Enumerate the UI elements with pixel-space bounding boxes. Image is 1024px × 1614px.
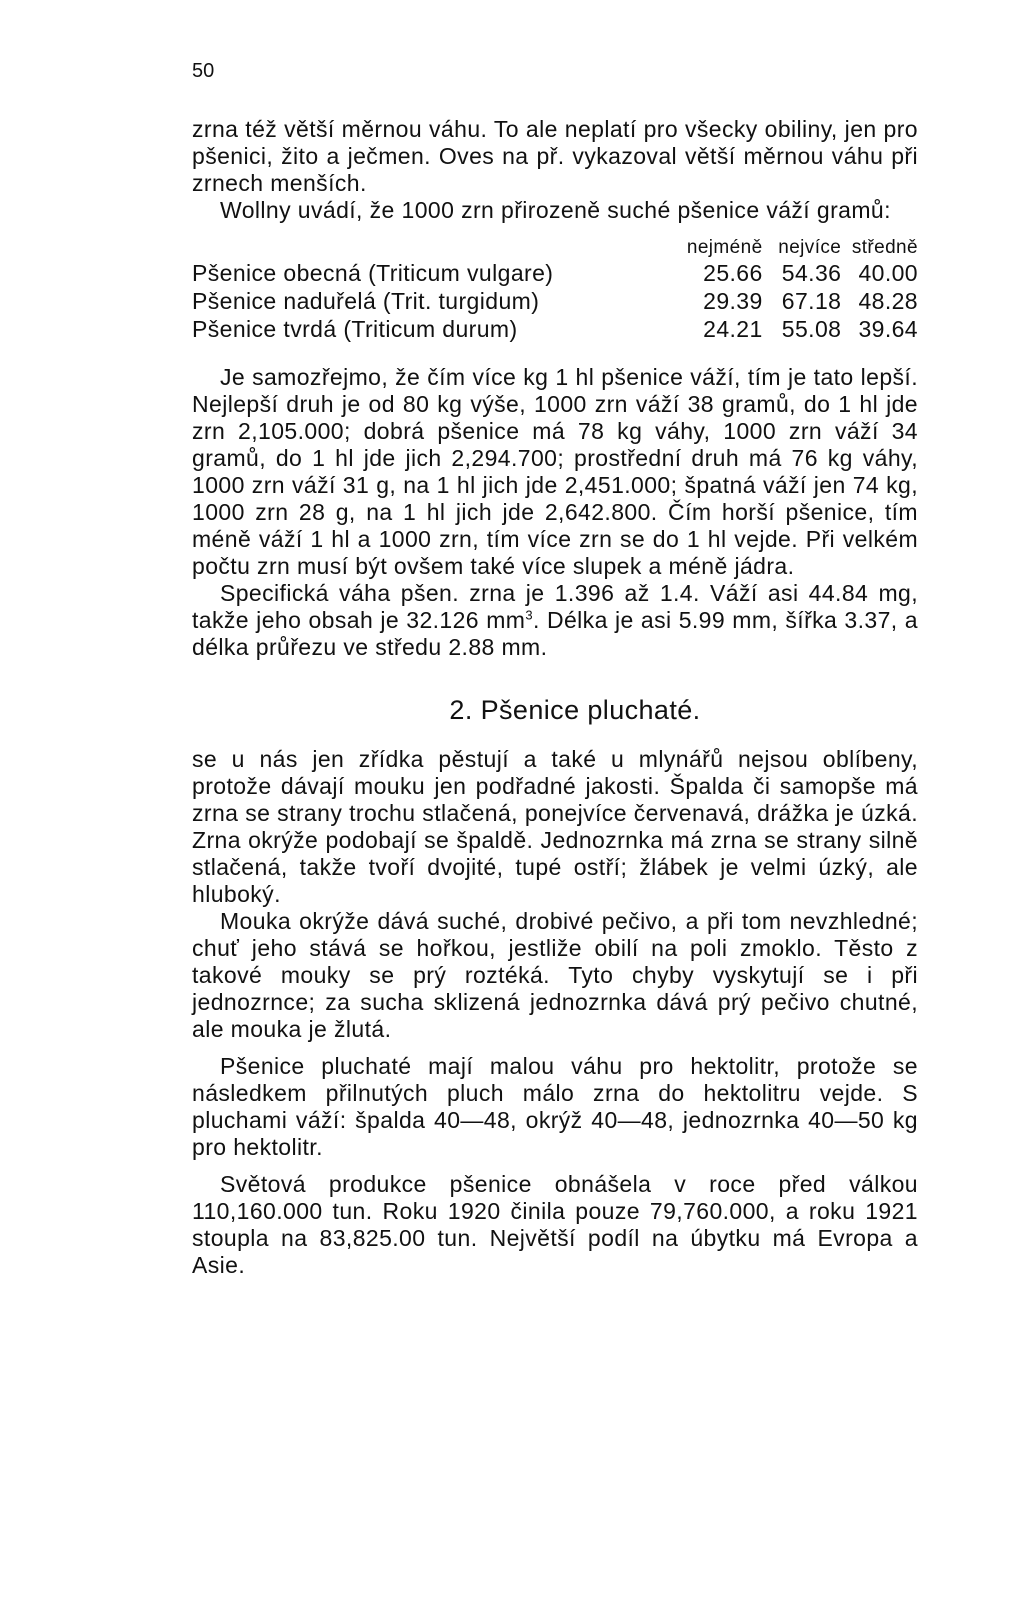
row-label: Pšenice obecná (Triticum vulgare) xyxy=(192,260,554,286)
row-max: 55.08 xyxy=(781,316,842,342)
specific-weight-text: Specifická váha pšen. zrna je 1.396 až 1.4. Váží asi 44.84 mg, takže jeho obsah je 32.126 mm xyxy=(192,580,918,633)
quality-paragraph: Je samozřejmo, že čím více kg 1 hl pšenice váží, tím je tato lepší. Nejlepší druh je od 80 kg výše, 1000 zrn váží 38 gramů, do 1 hl jde zrn 2,105.000; dobrá pšenice má 78 kg váhy, 1000 zrn váží 34 gramů, do 1 hl jde jich 2,294.700; prostřední druh má 76 kg váhy, 1000 zrn váží 31 g, na 1 hl jich jde 2,451.000; špatná váží jen 74 kg, 1000 zrn 28 g, na 1 hl jich jde 2,642.800. Čím horší pšenice, tím méně váží 1 hl a 1000 zrn, tím více zrn se do 1 hl vejde. Při velkém počtu zrn musí být ovšem také více slupek a méně jádra. xyxy=(192,364,918,579)
cubic-superscript: 3 xyxy=(525,607,533,623)
mouka-paragraph: Mouka okrýže dává suché, drobivé pečivo, a při tom nevzhledné; chuť jeho stává se hořkou, jestliže obilí na poli zmoklo. Těsto z takové mouky se prý roztéká. Tyto chyby vyskytují se i při jednozrnce; za sucha sklizená jednozrnka dává prý pečivo chutné, ale mouka je žlutá. xyxy=(192,908,918,1042)
specific-weight-text-end: . Délka je asi 5.99 mm, šířka 3.37, a délka průřezu ve středu 2.88 mm. xyxy=(192,607,918,660)
intro-paragraph: zrna též větší měrnou váhu. To ale neplatí pro všecky obiliny, jen pro pšenici, žito a ječmen. Oves na př. vykazoval větší měrnou váhu při zrnech menších. xyxy=(192,116,918,196)
row-avg: 40.00 xyxy=(858,260,918,286)
grain-weight-table xyxy=(192,234,918,344)
table-row xyxy=(192,260,918,288)
header-avg: středně xyxy=(851,237,918,258)
table-header-row xyxy=(192,234,918,260)
production-paragraph: Světová produkce pšenice obnášela v roce před válkou 110,160.000 tun. Roku 1920 činila pouze 79,760.000, a roku 1921 stoupla na 83,825.00 tun. Největší podíl na úbytku má Evropa a Asie. xyxy=(192,1171,918,1278)
row-min: 24.21 xyxy=(703,316,763,342)
row-label: Pšenice naduřelá (Trit. turgidum) xyxy=(192,288,540,314)
row-max: 54.36 xyxy=(781,260,842,286)
table-row xyxy=(192,316,918,344)
row-avg: 48.28 xyxy=(858,288,918,314)
row-min: 29.39 xyxy=(703,288,763,314)
row-avg: 39.64 xyxy=(858,316,918,342)
row-max: 67.18 xyxy=(781,288,842,314)
header-max: nejvíce xyxy=(778,237,842,258)
pluchate-paragraph: se u nás jen zřídka pěstují a také u mlynářů nejsou oblíbeny, protože dávají mouku jen podřadné jakosti. Špalda či samopše má zrna se strany trochu stlačená, ponejvíce červenavá, drážka je úzká. Zrna okrýže podobají se špaldě. Jednozrnka má zrna se strany silně stlačená, takže tvoří dvojité, tupé ostří; žlábek je velmi úzký, ale hluboký. xyxy=(192,746,918,907)
row-label: Pšenice tvrdá (Triticum durum) xyxy=(192,316,518,342)
row-min: 25.66 xyxy=(703,260,763,286)
page-number: 50 xyxy=(192,60,215,82)
wollny-intro-paragraph: Wollny uvádí, že 1000 zrn přirozeně suché pšenice váží gramů: xyxy=(220,197,891,223)
page-body xyxy=(192,116,918,1279)
section-heading: 2. Pšenice pluchaté. xyxy=(449,695,701,725)
header-min: nejméně xyxy=(686,237,763,258)
specific-weight-paragraph xyxy=(192,580,918,661)
table-row xyxy=(192,288,918,316)
weight-paragraph: Pšenice pluchaté mají malou váhu pro hektolitr, protože se následkem přilnutých pluch málo zrna do hektolitru vejde. S pluchami váží: špalda 40—48, okrýž 40—48, jednozrnka 40—50 kg pro hektolitr. xyxy=(192,1053,918,1160)
